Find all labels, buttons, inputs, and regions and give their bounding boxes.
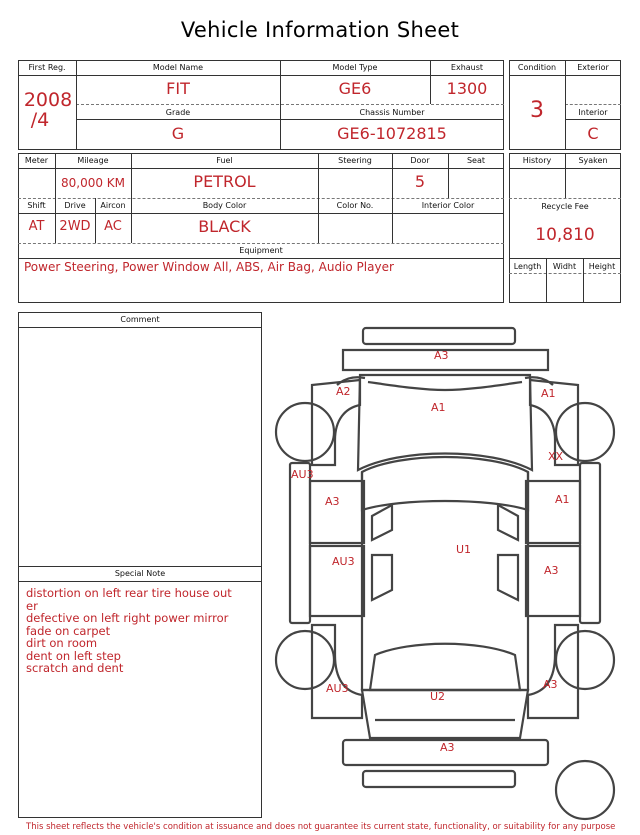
- interior-value: C: [587, 124, 599, 143]
- first-reg-label: First Reg.: [28, 63, 66, 72]
- aircon-value: AC: [104, 219, 122, 234]
- damage-mark-right-rear-door: A3: [544, 564, 559, 577]
- shift-label: Shift: [27, 201, 46, 210]
- comment-box: [18, 312, 262, 818]
- fuel-label: Fuel: [216, 156, 233, 165]
- recycle-fee-label: Recycle Fee: [541, 202, 589, 211]
- damage-mark-left-front-door: A3: [325, 495, 340, 508]
- length-label: Length: [513, 262, 542, 271]
- damage-mark-rear-bumper: A3: [440, 741, 455, 754]
- history-label: History: [522, 156, 552, 165]
- syaken-label: Syaken: [578, 156, 608, 165]
- meter-label: Meter: [24, 156, 49, 165]
- car-damage-diagram: [270, 320, 640, 830]
- special-note-line: dent on left step: [26, 648, 121, 663]
- model-type-label: Model Type: [332, 63, 378, 72]
- damage-mark-right-rear-fender: A3: [543, 678, 558, 691]
- body-color-value: BLACK: [198, 217, 251, 236]
- damage-mark-left-front-fender: AU3: [291, 468, 314, 481]
- condition-value: 3: [530, 98, 544, 123]
- model-name-value: FIT: [166, 79, 190, 98]
- width-label: Widht: [552, 262, 577, 271]
- seat-label: Seat: [466, 156, 486, 165]
- damage-mark-left-rear-door: AU3: [332, 555, 355, 568]
- special-note-line: dirt on room: [26, 636, 98, 650]
- damage-mark-right-front-wheel: XX: [548, 450, 564, 463]
- door-label: Door: [410, 156, 430, 165]
- equipment-label: Equipment: [239, 246, 283, 255]
- special-notes-list: [26, 587, 232, 675]
- color-no-label: Color No.: [336, 201, 374, 210]
- steering-label: Steering: [338, 156, 372, 165]
- damage-mark-right-front-door: A1: [555, 493, 570, 506]
- door-value: 5: [414, 172, 426, 191]
- shift-value: AT: [28, 219, 45, 234]
- first-reg-month: /4: [30, 109, 50, 131]
- first-reg-year: 2008: [23, 89, 73, 111]
- condition-label: Condition: [517, 63, 557, 72]
- damage-mark-left-rear-fender: AU3: [326, 682, 349, 695]
- damage-mark-roof: U1: [456, 543, 472, 556]
- fuel-value: PETROL: [193, 172, 256, 191]
- sheet-title: Vehicle Information Sheet: [180, 18, 460, 42]
- special-note-line: distortion on left rear tire house out: [26, 586, 232, 600]
- equipment-value: Power Steering, Power Window All, ABS, Air Bag, Audio Player: [24, 260, 394, 274]
- exhaust-label: Exhaust: [450, 63, 484, 72]
- damage-mark-hood: A1: [431, 401, 446, 414]
- damage-mark-front-bumper: A3: [434, 349, 449, 362]
- special-note-label: Special Note: [114, 569, 166, 578]
- special-note-line: er: [26, 598, 38, 613]
- grade-label: Grade: [165, 108, 191, 117]
- damage-mark-right-mirror: A1: [541, 387, 556, 400]
- mileage-label: Mileage: [77, 156, 109, 165]
- interior-color-label: Interior Color: [421, 201, 475, 210]
- chassis-number-value: GE6-1072815: [337, 124, 447, 143]
- model-name-label: Model Name: [152, 63, 204, 72]
- chassis-number-label: Chassis Number: [359, 108, 425, 117]
- drive-label: Drive: [64, 201, 86, 210]
- special-note-line: scratch and dent: [26, 661, 124, 675]
- special-note-line: fade on carpet: [26, 623, 111, 638]
- height-label: Height: [588, 262, 616, 271]
- exterior-label: Exterior: [577, 63, 609, 72]
- grade-value: G: [171, 124, 185, 143]
- special-note-line: defective on left right power mirror: [26, 611, 229, 625]
- interior-label: Interior: [578, 108, 608, 117]
- damage-mark-left-mirror: A2: [336, 385, 351, 398]
- disclaimer-footer: This sheet reflects the vehicle's condition at issuance and does not guarantee its current state, functionality, or suitability for any purpose: [26, 822, 616, 832]
- body-color-label: Body Color: [202, 201, 247, 210]
- comment-label: Comment: [120, 315, 160, 324]
- model-type-value: GE6: [338, 79, 372, 98]
- drive-value: 2WD: [59, 219, 91, 234]
- damage-mark-tailgate: U2: [430, 690, 446, 703]
- exhaust-value: 1300: [446, 79, 488, 98]
- aircon-label: Aircon: [100, 201, 126, 210]
- recycle-fee-value: 10,810: [535, 225, 595, 245]
- mileage-value: 80,000 KM: [60, 176, 126, 190]
